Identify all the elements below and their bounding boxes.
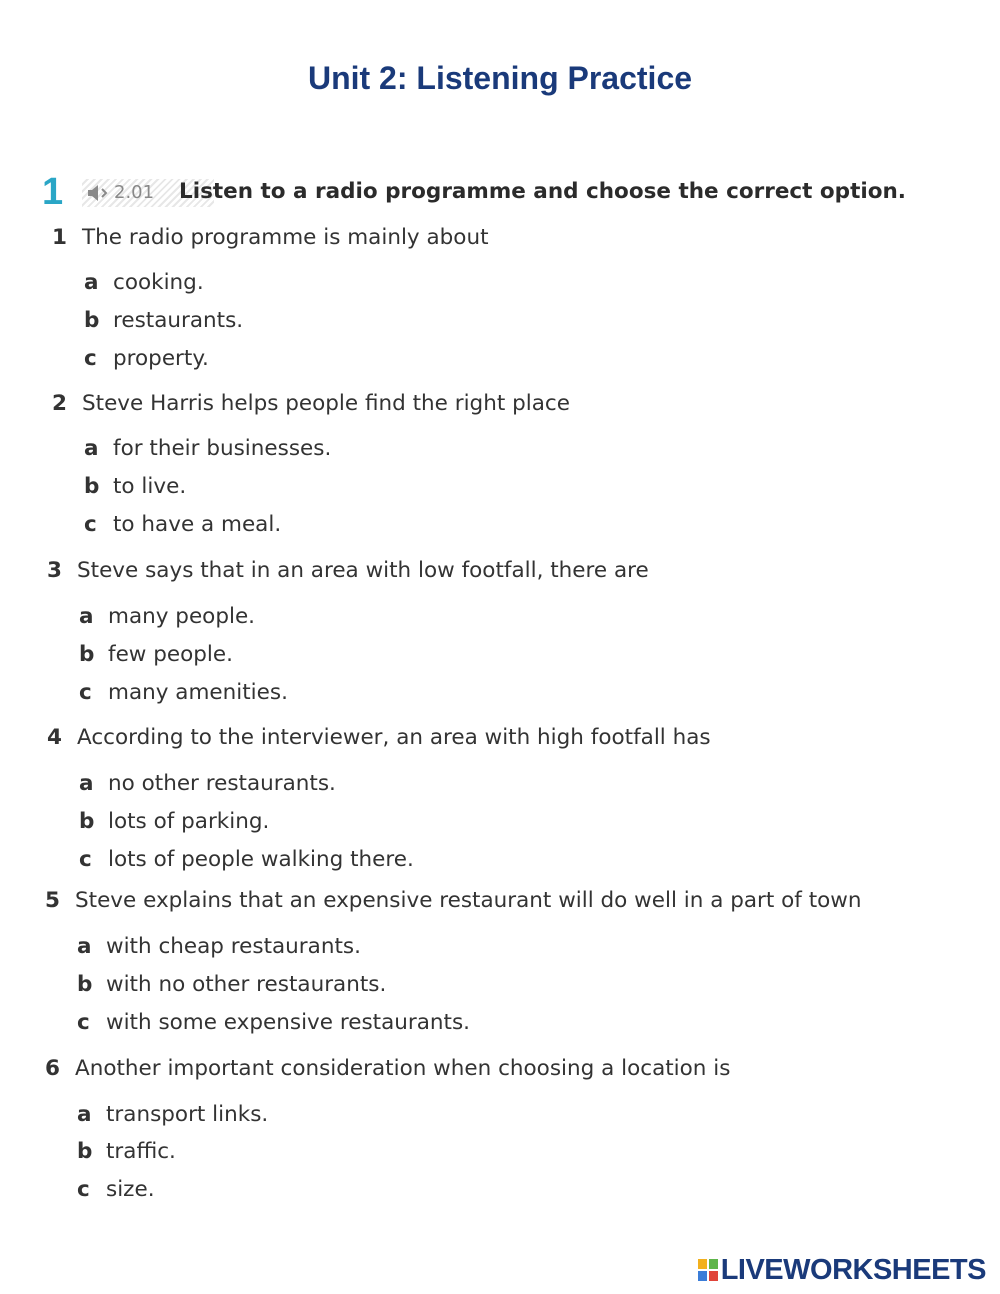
option-2a[interactable]: [84, 433, 331, 465]
option-letter: c: [77, 1010, 90, 1035]
option-text: with some expensive restaurants.: [106, 1010, 470, 1035]
option-6a[interactable]: [77, 1099, 268, 1131]
option-letter: a: [77, 1102, 92, 1127]
option-6b[interactable]: [77, 1136, 176, 1168]
option-text: lots of parking.: [108, 809, 270, 834]
option-letter: b: [84, 308, 100, 333]
question-number: 5: [45, 888, 60, 913]
option-letter: b: [77, 972, 93, 997]
option-5b[interactable]: [77, 969, 386, 1001]
option-1a[interactable]: [84, 267, 204, 299]
option-text: cooking.: [113, 270, 204, 295]
option-text: with no other restaurants.: [106, 972, 387, 997]
question-2: [52, 388, 570, 420]
question-number: 3: [47, 558, 62, 583]
brand-logo[interactable]: [697, 1252, 986, 1288]
exercise-number: 1: [42, 171, 64, 213]
option-text: transport links.: [106, 1102, 269, 1127]
option-2b[interactable]: [84, 471, 186, 503]
question-1: [52, 222, 489, 254]
option-text: many amenities.: [108, 680, 288, 705]
option-3c[interactable]: [79, 677, 288, 709]
question-5: [45, 885, 861, 917]
option-3b[interactable]: [79, 639, 233, 671]
question-number: 6: [45, 1056, 60, 1081]
option-5c[interactable]: [77, 1007, 470, 1039]
option-5a[interactable]: [77, 931, 361, 963]
question-text: Another important consideration when choosing a location is: [75, 1056, 731, 1081]
question-6: [45, 1053, 730, 1085]
question-text: Steve explains that an expensive restaurant will do well in a part of town: [75, 888, 862, 913]
option-text: to have a meal.: [113, 512, 282, 537]
option-letter: a: [79, 604, 94, 629]
option-text: with cheap restaurants.: [106, 934, 361, 959]
question-text: The radio programme is mainly about: [82, 225, 489, 250]
option-1b[interactable]: [84, 305, 243, 337]
option-text: lots of people walking there.: [108, 847, 414, 872]
option-letter: c: [84, 512, 97, 537]
option-letter: b: [79, 809, 95, 834]
speaker-icon: [86, 184, 114, 202]
option-text: size.: [106, 1177, 155, 1202]
question-text: According to the interviewer, an area with high footfall has: [77, 725, 711, 750]
question-number: 4: [47, 725, 62, 750]
option-4a[interactable]: [79, 768, 336, 800]
option-text: many people.: [108, 604, 256, 629]
option-text: no other restaurants.: [108, 771, 336, 796]
option-2c[interactable]: [84, 509, 281, 541]
option-letter: b: [84, 474, 100, 499]
option-letter: b: [77, 1139, 93, 1164]
question-4: [47, 722, 711, 754]
track-code: 2.01: [114, 182, 155, 203]
liveworksheets-logo-icon: [697, 1258, 719, 1282]
option-letter: a: [79, 771, 94, 796]
option-letter: a: [84, 270, 99, 295]
question-number: 2: [52, 391, 67, 416]
exercise-instruction: Listen to a radio programme and choose the correct option.: [179, 179, 906, 204]
page-title: Unit 2: Listening Practice: [307, 60, 693, 96]
option-text: to live.: [113, 474, 187, 499]
option-4b[interactable]: [79, 806, 269, 838]
option-letter: b: [79, 642, 95, 667]
question-text: Steve Harris helps people find the right place: [82, 391, 570, 416]
option-3a[interactable]: [79, 601, 255, 633]
option-text: few people.: [108, 642, 233, 667]
brand-name: LIVEWORKSHEETS: [720, 1253, 986, 1286]
option-text: for their businesses.: [113, 436, 332, 461]
option-letter: a: [77, 934, 92, 959]
option-letter: c: [77, 1177, 90, 1202]
option-text: traffic.: [106, 1139, 176, 1164]
question-3: [47, 555, 649, 587]
option-letter: c: [84, 346, 97, 371]
option-4c[interactable]: [79, 844, 414, 876]
option-6c[interactable]: [77, 1174, 155, 1206]
option-text: restaurants.: [113, 308, 244, 333]
option-letter: a: [84, 436, 99, 461]
question-number: 1: [52, 225, 67, 250]
option-letter: c: [79, 847, 92, 872]
option-text: property.: [113, 346, 209, 371]
option-letter: c: [79, 680, 92, 705]
option-1c[interactable]: [84, 343, 209, 375]
question-text: Steve says that in an area with low footfall, there are: [77, 558, 649, 583]
